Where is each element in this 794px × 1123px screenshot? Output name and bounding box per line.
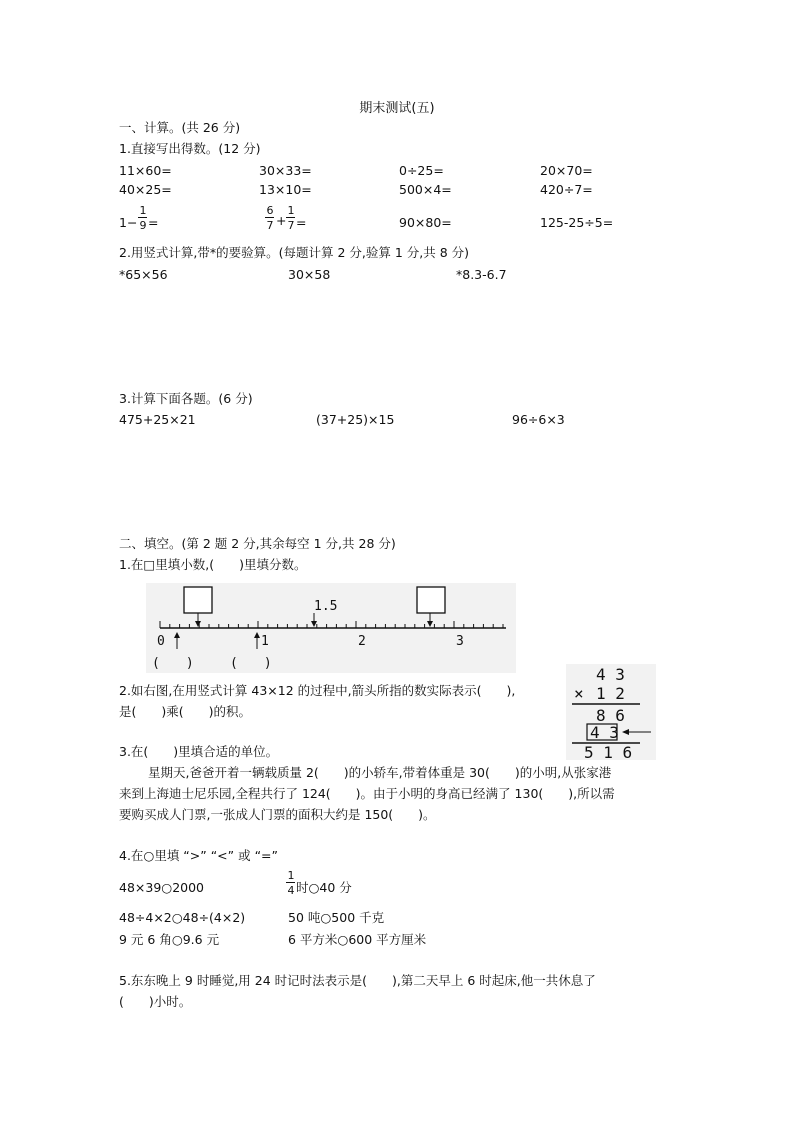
compare-item: 9 元 6 角○9.6 元 <box>119 932 220 947</box>
section-2-heading: 二、填空。(第 2 题 2 分,其余每空 1 分,共 28 分) <box>119 536 396 551</box>
calc-item: 420÷7= <box>540 182 593 197</box>
tick-label: 0 <box>157 634 165 649</box>
value-label: 1.5 <box>314 599 338 614</box>
calc-item: 475+25×21 <box>119 412 196 427</box>
calc-item: 30×33= <box>259 163 312 178</box>
calc-item: 500×4= <box>399 182 452 197</box>
vertical-calc-item: 30×58 <box>288 267 331 282</box>
fill-q1-text: 1.在□里填小数,( )里填分数。 <box>119 557 307 572</box>
q1-heading: 1.直接写出得数。(12 分) <box>119 141 261 156</box>
answer-box <box>417 587 445 613</box>
multiplier: 1 2 <box>596 684 625 703</box>
fill-q4-heading: 4.在○里填 “>” “<” 或 “=” <box>119 848 279 863</box>
vertical-calc-item: *65×56 <box>119 267 168 282</box>
section-1-heading: 一、计算。(共 26 分) <box>119 120 241 135</box>
fill-q2-line1: 2.如右图,在用竖式计算 43×12 的过程中,箭头所指的数实际表示( ), <box>119 683 516 698</box>
page-title: 期末测试(五) <box>359 101 435 116</box>
vertical-calc-item: *8.3-6.7 <box>456 267 507 282</box>
product: 5 1 6 <box>584 743 633 760</box>
fill-q5-line1: 5.东东晚上 9 时睡觉,用 24 时记时法表示是( ),第二天早上 6 时起床,他一共休息了 <box>119 973 596 988</box>
compare-item: 6 平方米○600 平方厘米 <box>288 932 427 947</box>
compare-item: 48×39○2000 <box>119 880 205 895</box>
tick-label: 2 <box>358 634 366 649</box>
fill-q2-line2: 是( )乘( )的积。 <box>119 704 252 719</box>
q3-heading: 3.计算下面各题。(6 分) <box>119 391 253 406</box>
calc-item: 90×80= <box>399 215 452 230</box>
calc-item: 40×25= <box>119 182 172 197</box>
answer-blank: ( ) <box>230 656 272 671</box>
calc-item: 13×10= <box>259 182 312 197</box>
calc-item: 0÷25= <box>399 163 444 178</box>
tick-label: 1 <box>261 634 269 649</box>
fill-q3-line3: 要购买成人门票,一张成人门票的面积大约是 150( )。 <box>119 807 436 822</box>
multiplicand: 4 3 <box>596 665 625 684</box>
answer-blank: ( ) <box>152 656 194 671</box>
calc-item: (37+25)×15 <box>316 412 395 427</box>
q2-heading: 2.用竖式计算,带*的要验算。(每题计算 2 分,验算 1 分,共 8 分) <box>119 245 470 260</box>
vertical-multiplication-figure <box>566 664 656 760</box>
answer-box <box>184 587 212 613</box>
calc-item: 96÷6×3 <box>512 412 565 427</box>
number-line-figure <box>146 583 516 673</box>
compare-item: 50 吨○500 千克 <box>288 910 385 925</box>
times-sign: × <box>574 684 584 703</box>
compare-item: 48÷4×2○48÷(4×2) <box>119 910 246 925</box>
tick-label: 3 <box>456 634 464 649</box>
fill-q3-heading: 3.在( )里填合适的单位。 <box>119 744 279 759</box>
partial-product: 8 6 <box>596 706 625 725</box>
calc-item: 125-25÷5= <box>540 215 614 230</box>
calc-item: 20×70= <box>540 163 593 178</box>
fill-q5-line2: ( )小时。 <box>119 994 192 1009</box>
calc-item: 11×60= <box>119 163 172 178</box>
partial-product: 4 3 <box>590 723 619 742</box>
fill-q3-line2: 来到上海迪士尼乐园,全程共行了 124( )。由于小明的身高已经满了 130( ),所以需 <box>119 786 615 801</box>
fill-q3-line1: 星期天,爸爸开着一辆载质量 2( )的小轿车,带着体重是 30( )的小明,从张家港 <box>148 765 612 780</box>
